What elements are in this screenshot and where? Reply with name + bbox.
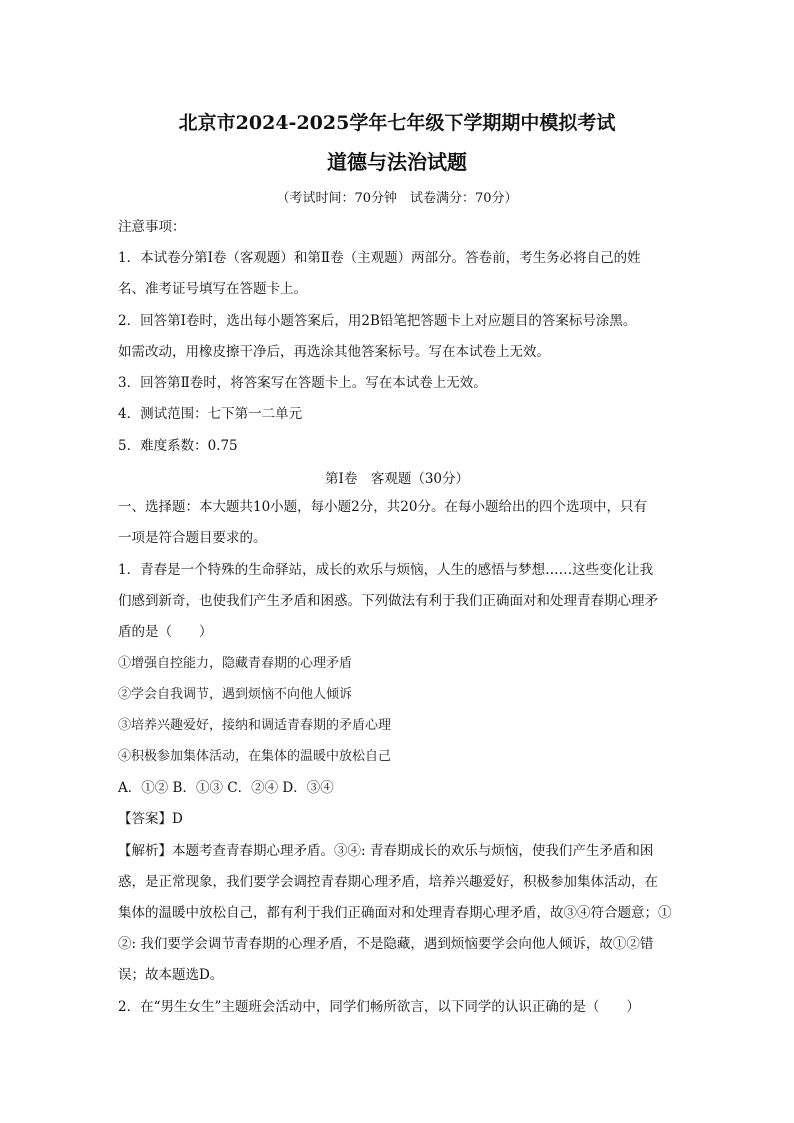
- question-1-analysis: ②: 我们要学会调节青春期的心理矛盾，不是隐藏，遇到烦恼要学会向他人倾诉，故①②错: [118, 936, 654, 952]
- question-1-stem: 盾的是（ ）: [118, 624, 213, 640]
- question-1-item: ③培养兴趣爱好，接纳和调适青春期的矛盾心理: [118, 718, 392, 733]
- notice-line: 3．回答第Ⅱ卷时，将答案写在答题卡上。写在本试卷上无效。: [118, 375, 487, 391]
- exam-title: 北京市2024-2025学年七年级下学期期中模拟考试: [178, 112, 616, 134]
- question-1-analysis: 【解析】本题考查青春期心理矛盾。③④: 青春期成长的欢乐与烦恼，使我们产生矛盾和困: [118, 843, 654, 859]
- question-1-item: ④积极参加集体活动，在集体的温暖中放松自己: [118, 749, 392, 764]
- question-1-stem: 们感到新奇，也使我们产生矛盾和困惑。下列做法有利于我们正确面对和处理青春期心理矛: [118, 593, 658, 609]
- question-1-analysis: 误；故本题选D。: [118, 967, 224, 983]
- notice-line: 名、准考证号填写在答题卡上。: [118, 281, 307, 297]
- question-1-stem: 1．青春是一个特殊的生命驿站，成长的欢乐与烦恼，人生的感悟与梦想……这些变化让我: [118, 562, 654, 578]
- question-1-item: ①增强自控能力，隐藏青春期的心理矛盾: [118, 656, 353, 671]
- question-1-choices: A．①② B．①③ C．②④ D．③④: [118, 780, 334, 796]
- notice-line: 1．本试卷分第Ⅰ卷（客观题）和第Ⅱ卷（主观题）两部分。答卷前，考生务必将自己的姓: [118, 250, 641, 266]
- notice-line: 4．测试范围：七下第一二单元: [118, 406, 303, 422]
- exam-subject-title: 道德与法治试题: [327, 150, 467, 174]
- notice-line: 如需改动，用橡皮擦干净后，再选涂其他答案标号。写在本试卷上无效。: [118, 344, 550, 360]
- exam-info: （考试时间：70分钟 试卷满分：70分）: [276, 191, 518, 206]
- question-2-stem: 2．在“男生女生”主题班会活动中，同学们畅所欲言，以下同学的认识正确的是（ ）: [118, 999, 640, 1015]
- part-intro-line: 一项是符合题目要求的。: [118, 530, 267, 546]
- question-1-item: ②学会自我调节，遇到烦恼不向他人倾诉: [118, 687, 353, 702]
- part-intro-line: 一、选择题：本大题共10小题，每小题2分，共20分。在每小题给出的四个选项中，只有: [118, 499, 647, 515]
- notice-line: 2．回答第Ⅰ卷时，选出每小题答案后，用2B铅笔把答题卡上对应题目的答案标号涂黑。: [118, 313, 637, 329]
- notice-heading: 注意事项：: [118, 219, 186, 235]
- notice-line: 5．难度系数：0.75: [118, 438, 238, 454]
- question-1-answer: 【答案】D: [118, 811, 183, 827]
- question-1-analysis: 集体的温暖中放松自己，都有利于我们正确面对和处理青春期心理矛盾，故③④符合题意；①: [118, 905, 672, 921]
- section-title: 第Ⅰ卷 客观题（30分）: [324, 471, 469, 487]
- question-1-analysis: 惑，是正常现象，我们要学会调控青春期心理矛盾，培养兴趣爱好，积极参加集体活动，在: [118, 874, 658, 890]
